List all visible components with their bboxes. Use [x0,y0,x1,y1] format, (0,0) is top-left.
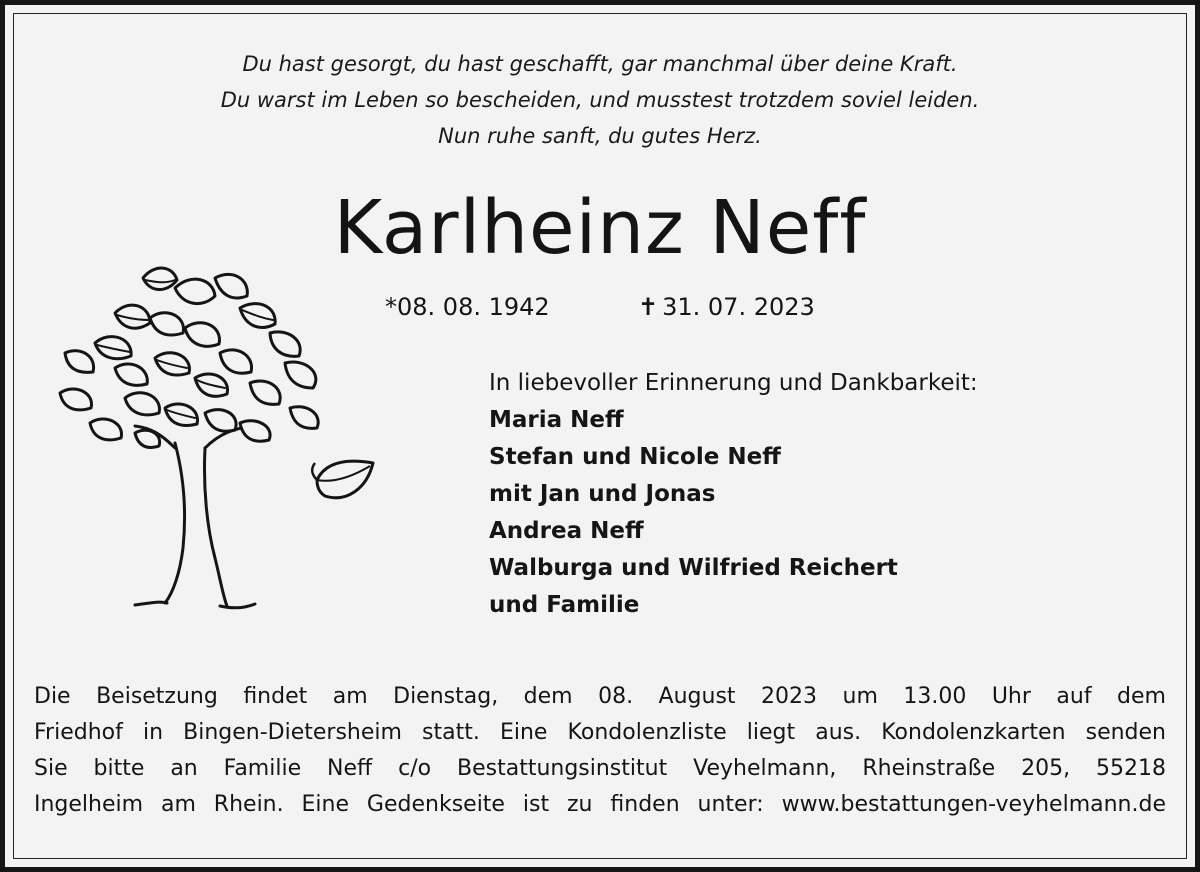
deceased-name: Karlheinz Neff [333,185,867,271]
mourners-intro: In liebevoller Erinnerung und Dankbarkeit: [489,370,978,396]
mourners-block [489,365,978,624]
funeral-notice [34,679,1166,823]
mourner-name: Walburga und Wilfried Reichert [489,555,898,581]
poem-line-1: Du hast gesorgt, du hast geschafft, gar manchmal über deine Kraft. [242,52,958,76]
tree-illustration-icon [55,258,385,618]
notice-line-2: Friedhof in Bingen-Dietersheim statt. Eine Kondolenzliste liegt aus. Kondolenzkarten senden [34,720,1166,745]
notice-line-1: Die Beisetzung findet am Dienstag, dem 08. August 2023 um 13.00 Uhr auf dem [34,684,1166,709]
falling-leaf-icon [312,461,373,498]
mourner-name: Maria Neff [489,407,624,433]
mourner-name: mit Jan und Jonas [489,481,716,507]
mourner-name: und Familie [489,592,640,618]
death-date-group [638,290,815,324]
notice-line-3: Sie bitte an Familie Neff c/o Bestattungsinstitut Veyhelmann, Rheinstraße 205, 55218 [34,756,1166,781]
birth-date: *08. 08. 1942 [385,293,550,321]
poem [0,46,1200,154]
notice-line-4: Ingelheim am Rhein. Eine Gedenkseite ist zu finden unter: www.bestattungen-veyhelmann.de [34,792,1166,817]
mourner-name: Andrea Neff [489,518,644,544]
cross-icon: ✝ [638,293,659,321]
poem-line-3: Nun ruhe sanft, du gutes Herz. [438,124,762,148]
poem-line-2: Du warst im Leben so bescheiden, und musstest trotzdem soviel leiden. [220,88,980,112]
death-date: 31. 07. 2023 [662,293,815,321]
mourner-name: Stefan und Nicole Neff [489,444,781,470]
